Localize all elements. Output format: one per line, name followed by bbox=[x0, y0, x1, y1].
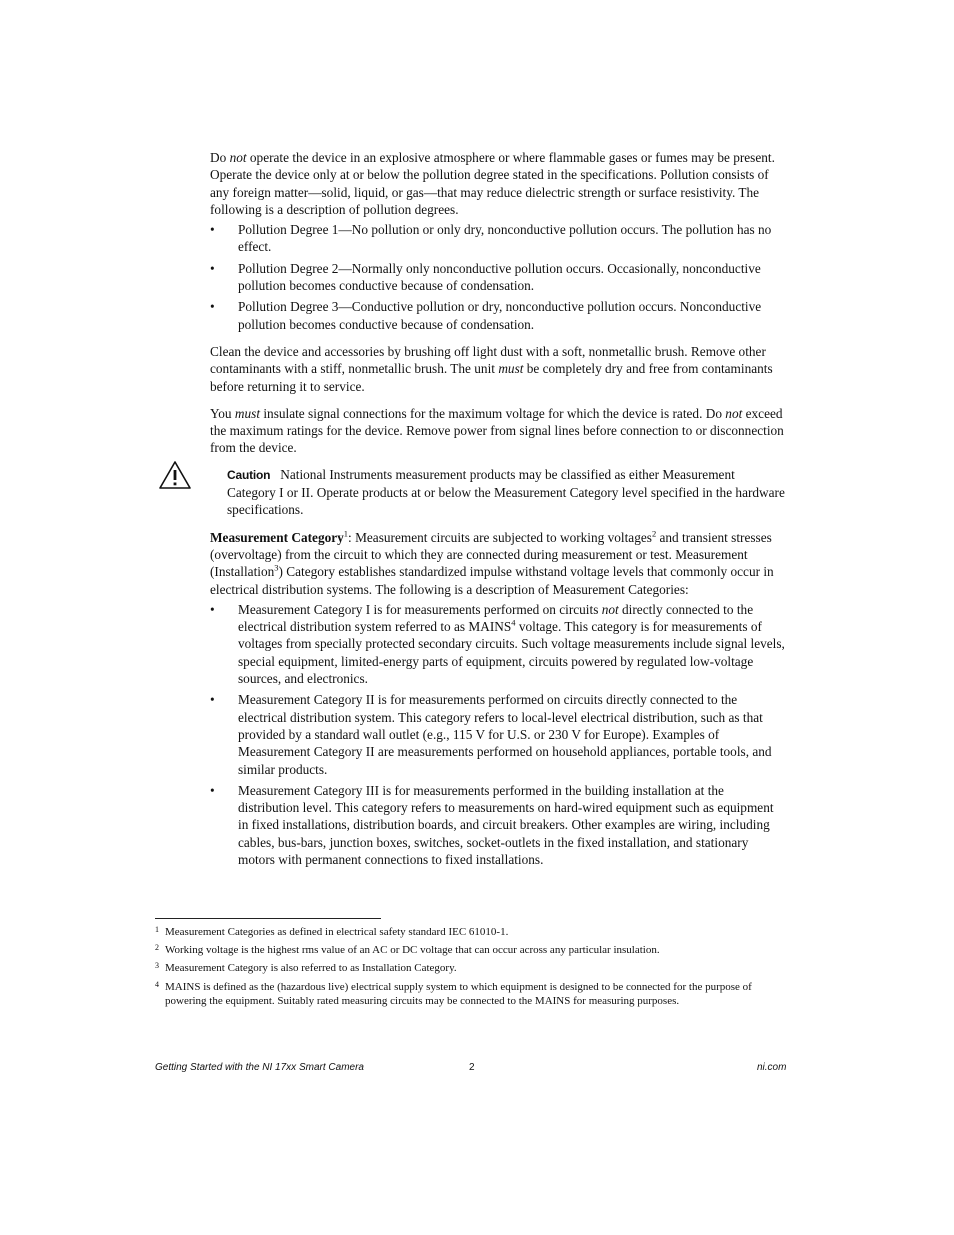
list-item: • Measurement Category I is for measurements performed on circuits not directly connected to the electrical distribution system referred to as MAINS$^4$ voltage. This category is for measurements of voltages from specially protected secondary circuits. Such voltage measurements include signal levels, special equipment, limited-energy parts of equipment, circuits powered by regulated low-voltage sources, and electronics. bbox=[210, 601, 785, 687]
footnote: 1 Measurement Categories as defined in electrical safety standard IEC 61010-1. bbox=[155, 925, 509, 938]
list-item: • Measurement Category II is for measurements performed on circuits directly connected to the electrical distribution system. This category refers to local-level electrical distribution, such as that provided by a standard wall outlet (e.g., 115 V for U.S. or 230 V for Europe). Examples of Measurement Category II are measurements performed on household appliances, portable tools, and similar products. bbox=[210, 692, 772, 777]
list-item: • Pollution Degree 1—No pollution or only dry, nonconductive pollution occurs. The pollution has no effect. bbox=[210, 222, 772, 255]
main-column bbox=[210, 149, 786, 872]
caution-note bbox=[210, 466, 786, 519]
footer-document-title: Getting Started with the NI 17xx Smart Camera bbox=[155, 1062, 364, 1073]
measurement-category-list bbox=[210, 601, 786, 868]
insulation-paragraph: You must insulate signal connections for the maximum voltage for which the device is rated. Do not exceed the maximum ratings for the device. Remove power from signal lines before connection to or disconnection from the device. bbox=[210, 405, 784, 456]
list-item: • Pollution Degree 2—Normally only nonconductive pollution occurs. Occasionally, nonconductive pollution becomes conductive because of condensation. bbox=[210, 260, 761, 294]
list-item: • Measurement Category III is for measurements performed in the building installation at the distribution level. This category refers to measurements on hard-wired equipment such as equipment in fixed installations, distribution boards, and circuit breakers. Other examples are wiring, including cables, bus-bars, junction boxes, switches, socket-outlets in the fixed installation, and stationary motors with permanent connections to fixed installations. bbox=[210, 782, 774, 867]
footer-website: ni.com bbox=[757, 1062, 787, 1073]
caution-text: Caution National Instruments measurement products may be classified as either Measurement Category I or II. Operate products at or below the Measurement Category level specified in the hardware specifications. bbox=[227, 466, 785, 518]
intro-paragraph: Do not operate the device in an explosive atmosphere or where flammable gases or fumes may be present. Operate the device only at or below the pollution degree stated in the specifications. Pollution consists of any foreign matter—solid, liquid, or gas—that may reduce dielectric strength or surface resistivity. The following is a description of pollution degrees. bbox=[210, 150, 775, 217]
warning-triangle-icon bbox=[158, 460, 192, 490]
measurement-category-paragraph: Measurement Category$^1$: Measurement circuits are subjected to working voltages$^2$ and transient stresses (overvoltage) from the circuit to which they are connected during measurement or test. Measurement (Installation$^3$) Category establishes standardized impulse withstand voltage levels that commonly occur in electrical distribution systems. The following is a description of Measurement Categories: bbox=[210, 528, 774, 597]
footnotes bbox=[155, 925, 790, 1012]
footnote: 4 MAINS is defined as the (hazardous live) electrical supply system to which equipment is designed to be connected for the purpose of powering the equipment. Suitably rated measuring circuits may be connected to the MAINS for measuring purposes. bbox=[155, 979, 752, 1007]
list-item: • Pollution Degree 3—Conductive pollution or dry, nonconductive pollution occurs. Nonconductive pollution becomes conductive because of condensation. bbox=[210, 299, 762, 332]
footnote-divider bbox=[155, 918, 381, 919]
footer-page-number: 2 bbox=[469, 1062, 475, 1073]
footnote: 2 Working voltage is the highest rms value of an AC or DC voltage that can occur across any particular insulation. bbox=[155, 943, 660, 957]
measurement-category-heading: Measurement Category bbox=[210, 529, 344, 545]
pollution-degree-list bbox=[210, 221, 786, 333]
caution-label: Caution bbox=[227, 467, 271, 482]
cleaning-paragraph: Clean the device and accessories by brushing off light dust with a soft, nonmetallic brush. Remove other contaminants with a stiff, nonmetallic brush. The unit must be completely dry and free from contaminants before returning it to service. bbox=[210, 343, 773, 394]
footnote: 3 Measurement Category is also referred to as Installation Category. bbox=[155, 961, 457, 975]
